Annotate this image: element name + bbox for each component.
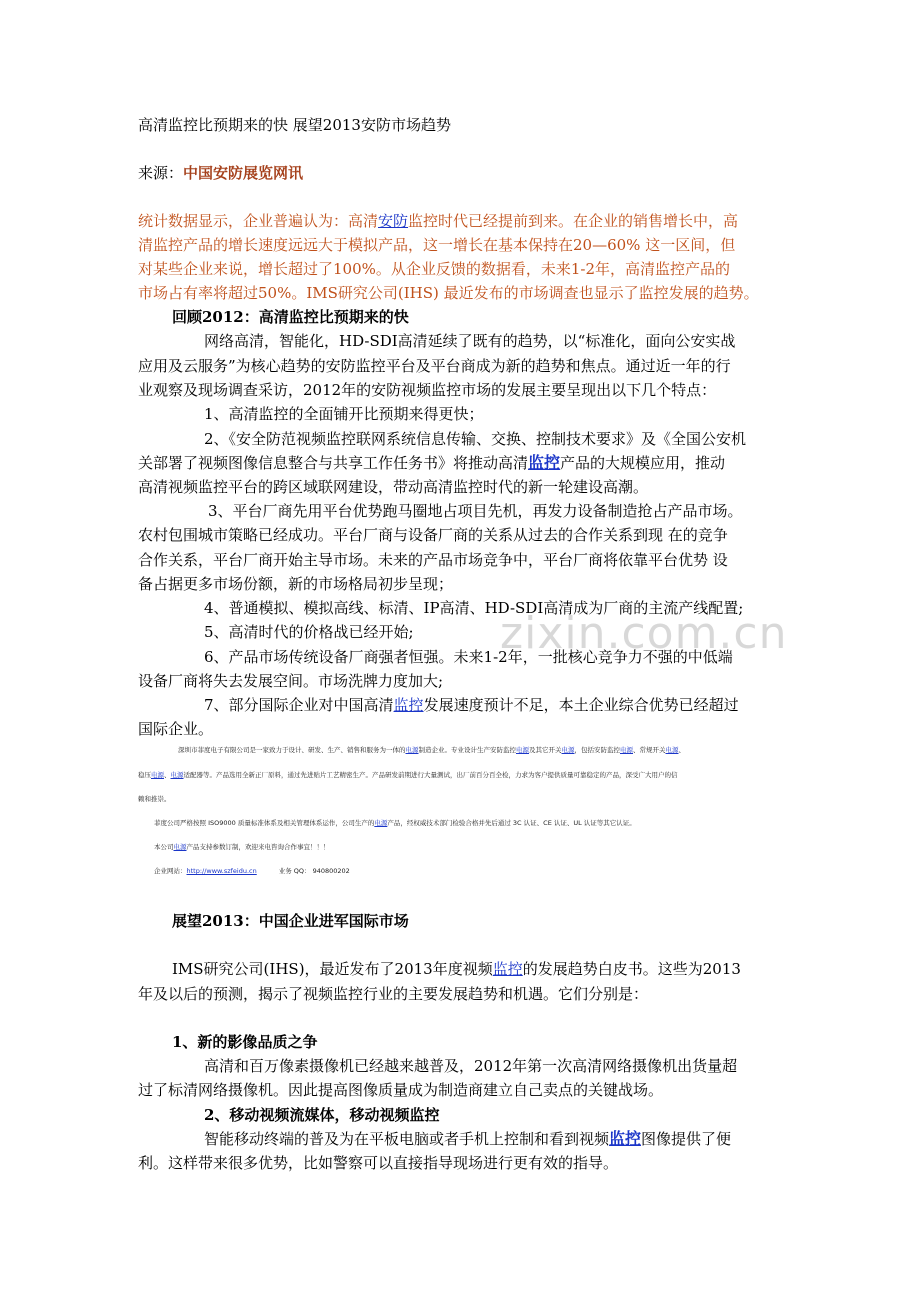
review-item-5: 5、高清时代的价格战已经开始; [204,623,414,641]
item-text: 产品的大规模应用，推动 [560,454,726,472]
section-1-line-1: 高清和百万像素摄像机已经越来越普及，2012年第一次高清网络摄像机出货量超 [204,1057,738,1075]
item-text: 关部署了视频图像信息整合与共享工作任务书》将推动高清 [138,454,529,472]
intro-line-1 [138,209,788,233]
power-link[interactable]: 电源 [665,746,679,754]
ad-text: 制造企业。专业设计生产安防监控 [418,746,516,754]
outlook-text: 图像提供了便 [641,1130,732,1148]
ad-text: 、 [678,746,685,754]
review-item-3-line-2: 农村包围城市策略已经成功。平台厂商与设备厂商的关系从过去的合作关系到现 在的竞争 [138,526,728,544]
ad-text: 企业网站： [154,867,187,875]
power-link[interactable]: 电源 [170,771,184,779]
section-2-line-1 [204,1127,854,1151]
ad-text: 本公司 [154,843,174,851]
jiankong-link[interactable]: 监控 [528,453,561,472]
review-item-2-line-2 [138,451,788,475]
review-item-6-line-1: 6、产品市场传统设备厂商强者恒强。未来1-2年，一批核心竞争力不强的中低端 [204,648,733,666]
source-label: 来源： [138,164,184,182]
item-text: 发展速度预计不足，本土企业综合优势已经超过 [423,696,739,714]
ad-text: 深圳市菲度电子有限公司是一家致力于设计、研发、生产、销售和服务为一体的 [178,746,406,754]
intro-line-2: 清监控产品的增长速度远远大于模拟产品，这一增长在基本保持在20—60% 这一区间，但 [138,236,736,254]
power-link[interactable]: 电源 [516,746,529,754]
power-link[interactable]: 电源 [151,771,164,779]
review-item-3-line-3: 合作关系，平台厂商开始主导市场。未来的产品市场竞争中，平台厂商将依靠平台优势 设 [138,551,728,569]
page-title: 高清监控比预期来的快 展望2013安防市场趋势 [138,116,451,134]
ad-text: 稳压 [138,771,151,779]
ad-line-6 [154,866,350,876]
jiankong-link[interactable]: 监控 [492,960,523,978]
power-link[interactable]: 电源 [405,746,419,754]
outlook-text: 的发展趋势白皮书。这些为2013 [522,960,741,978]
review-p1-line-1: 网络高清，智能化，HD-SDI高清延续了既有的趋势，以“标准化，面向公安实战 [204,332,736,350]
ad-line-1 [178,745,685,755]
website-link[interactable]: http://www.szfeidu.cn [186,867,257,875]
jiankong-link[interactable]: 监控 [393,696,424,714]
review-item-6-line-2: 设备厂商将失去发展空间。市场洗牌力度加大; [138,672,444,690]
review-item-4: 4、普通模拟、模拟高线、标清、IP高清、HD-SDI高清成为厂商的主流产线配置; [204,599,744,617]
ad-text: 产品支持参数订制，欢迎来电咨询合作事宜！！！ [186,843,330,851]
anfang-link[interactable]: 安防 [378,212,409,230]
power-link[interactable]: 电源 [374,819,388,827]
watermark: zixin.com.cn [500,608,788,659]
outlook-heading: 展望2013：中国企业进军国际市场 [172,912,409,930]
ad-text: 产品，经权威技术部门检验合格并先后通过 3C 认证、CE 认证、UL 认证等其它认证。 [387,819,636,827]
section-2-heading: 2、移动视频流媒体，移动视频监控 [204,1106,440,1124]
source-name: 中国安防展览网讯 [183,164,304,182]
review-item-1: 1、高清监控的全面铺开比预期来得更快； [204,405,484,423]
ad-text: 业务 QQ： 940800202 [278,867,350,875]
review-item-2-line-1: 2、《安全防范视频监控联网系统信息传输、交换、控制技术要求》及《全国公安机 [204,430,747,448]
ad-text: 、 [164,771,171,779]
review-item-2-line-3: 高清视频监控平台的跨区域联网建设，带动高清监控时代的新一轮建设高潮。 [138,478,649,496]
review-item-7-line-2: 国际企业。 [138,720,214,738]
intro-line-4: 市场占有率将超过50%。IMS研究公司(IHS) 最近发布的市场调查也显示了监控发展的趋势。 [138,284,759,302]
ad-text: 适配器等。产品选用全新正厂原料，通过先进贴片工艺精密生产。产品研发前期进行大量测试，出厂前百分百全检，力求为客户提供质量可靠稳定的产品，深受广大用户的信 [183,771,678,779]
intro-text: 监控时代已经提前到来。在企业的销售增长中，高 [408,212,739,230]
review-p1-line-3: 业观察及现场调查采访，2012年的安防视频监控市场的发展主要呈现出以下几个特点： [138,381,717,399]
outlook-p1-line-2: 年及以后的预测，揭示了视频监控行业的主要发展趋势和机遇。它们分别是： [138,985,649,1003]
outlook-text: IMS研究公司(IHS)，最近发布了2013年度视频 [172,960,493,978]
power-link[interactable]: 电源 [561,746,575,754]
intro-text: 统计数据显示，企业普遍认为：高清 [138,212,379,230]
ad-text: 及其它开关 [529,746,562,754]
review-item-7-line-1 [204,693,854,717]
outlook-p1-line-1 [172,957,822,981]
power-link[interactable]: 电源 [173,843,187,851]
ad-line-3: 赖和推崇。 [138,795,171,803]
section-2-line-2: 利。这样带来很多优势，比如警察可以直接指导现场进行更有效的指导。 [138,1154,619,1172]
ad-line-4 [154,818,636,828]
power-link[interactable]: 电源 [620,746,633,754]
review-item-3-line-4: 备占据更多市场份额，新的市场格局初步呈现； [138,575,454,593]
section-1-line-2: 过了标清网络摄像机。因此提高图像质量成为制造商建立自己卖点的关键战场。 [138,1081,664,1099]
review-heading: 回顾2012：高清监控比预期来的快 [172,308,409,326]
ad-text: ，包括安防监控 [574,746,620,754]
section-1-heading: 1、新的影像品质之争 [172,1033,318,1051]
jiankong-link[interactable]: 监控 [609,1129,642,1148]
ad-line-2 [138,770,678,780]
review-item-3-line-1: 3、平台厂商先用平台优势跑马圈地占项目先机，再发力设备制造抢占产品市场。 [208,502,743,520]
ad-text: 菲度公司严格按照 ISO9000 质量标准体系及相关管理体系运作，公司生产的 [154,819,375,827]
source-line [138,161,788,185]
ad-line-5 [154,842,330,852]
review-p1-line-2: 应用及云服务”为核心趋势的安防监控平台及平台商成为新的趋势和焦点。通过近一年的行 [138,357,731,375]
outlook-text: 智能移动终端的普及为在平板电脑或者手机上控制和看到视频 [204,1130,610,1148]
intro-line-3: 对某些企业来说，增长超过了100%。从企业反馈的数据看，未来1-2年，高清监控产品的 [138,260,731,278]
item-text: 7、部分国际企业对中国高清 [204,696,394,714]
ad-text: 、常规开关 [633,746,666,754]
